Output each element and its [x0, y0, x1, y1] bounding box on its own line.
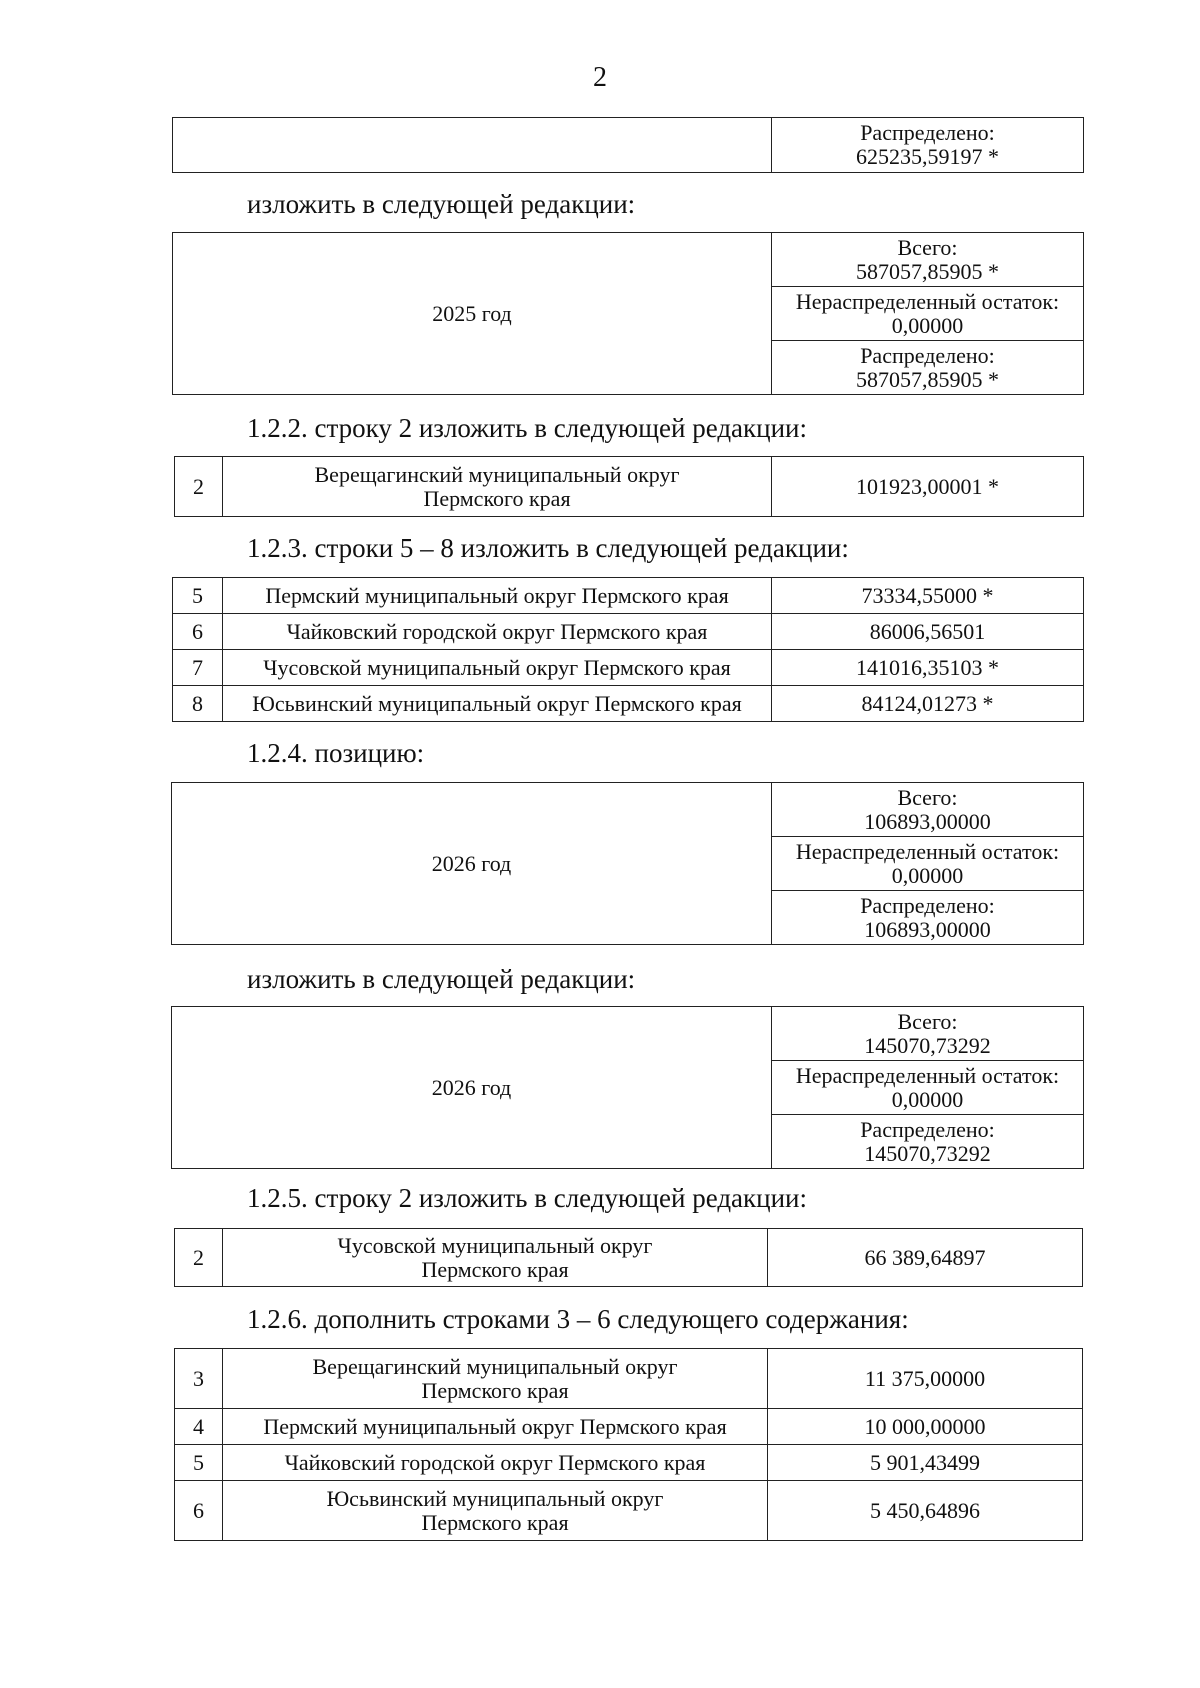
raspred-cell	[772, 118, 1084, 173]
table-1-2-2	[174, 456, 1084, 517]
paragraph-1-2-6: 1.2.6. дополнить строками 3 – 6 следующего содержания:	[247, 1304, 909, 1334]
raspred-label: Распределено:	[860, 120, 995, 145]
row-number: 6	[173, 614, 223, 650]
paragraph-1-2-3: 1.2.3. строки 5 – 8 изложить в следующей редакции:	[247, 533, 849, 563]
name-line-2: Пермского края	[421, 1377, 569, 1403]
neraspred-value: 0,00000	[891, 1086, 964, 1112]
neraspred-cell	[772, 1061, 1084, 1115]
table-1-2-3	[172, 577, 1084, 722]
municipality-name	[223, 1229, 768, 1287]
amount-cell: 73334,55000 *	[772, 578, 1084, 614]
table-row	[175, 1481, 1083, 1541]
table-row	[173, 578, 1084, 614]
row-number: 4	[175, 1409, 223, 1445]
table-row	[175, 1229, 1083, 1287]
vsego-cell	[772, 783, 1084, 837]
vsego-label: Всего:	[897, 234, 958, 260]
vsego-cell	[772, 1007, 1084, 1061]
vsego-cell	[772, 233, 1084, 287]
row-number: 5	[173, 578, 223, 614]
municipality-name: Чусовской муниципальный округ Пермского края	[223, 650, 772, 686]
name-line-1: Юсьвинский муниципальный округ	[326, 1485, 664, 1511]
raspred-label: Распределено:	[860, 342, 995, 368]
table-row	[175, 1445, 1083, 1481]
table-row	[175, 1349, 1083, 1409]
raspred-value: 625235,59197 *	[856, 144, 999, 169]
neraspred-label: Нераспределенный остаток:	[795, 838, 1060, 864]
paragraph-1-2-5: 1.2.5. строку 2 изложить в следующей редакции:	[247, 1183, 808, 1213]
vsego-value: 106893,00000	[864, 808, 991, 834]
table-row	[173, 686, 1084, 722]
raspred-cell	[772, 891, 1084, 945]
municipality-name: Чайковский городской округ Пермского края	[223, 1445, 768, 1481]
table-1-2-5	[174, 1228, 1083, 1287]
row-number: 3	[175, 1349, 223, 1409]
table-row	[175, 457, 1084, 517]
neraspred-cell	[772, 287, 1084, 341]
amount-cell: 84124,01273 *	[772, 686, 1084, 722]
neraspred-cell	[772, 837, 1084, 891]
municipality-name: Чайковский городской округ Пермского края	[223, 614, 772, 650]
amount-cell: 101923,00001 *	[772, 457, 1084, 517]
table-1-2-6	[174, 1348, 1083, 1541]
row-number: 6	[175, 1481, 223, 1541]
amount-cell: 11 375,00000	[768, 1349, 1083, 1409]
municipality-name	[223, 457, 772, 517]
paragraph-1-2-4: 1.2.4. позицию:	[247, 738, 425, 768]
amount-cell: 5 450,64896	[768, 1481, 1083, 1541]
amount-cell: 10 000,00000	[768, 1409, 1083, 1445]
municipality-name: Пермский муниципальный округ Пермского края	[223, 1409, 768, 1445]
name-line-2: Пермского края	[421, 1256, 569, 1282]
row-number: 2	[175, 1229, 223, 1287]
name-line-2: Пермского края	[423, 485, 571, 511]
table-row	[175, 1409, 1083, 1445]
paragraph-1-2-2: 1.2.2. строку 2 изложить в следующей редакции:	[247, 413, 808, 443]
top-fragment-table	[172, 117, 1084, 173]
municipality-name	[223, 1349, 768, 1409]
vsego-label: Всего:	[897, 784, 958, 810]
neraspred-value: 0,00000	[891, 312, 964, 338]
year-cell: 2026 год	[172, 1007, 772, 1169]
raspred-cell	[772, 341, 1084, 395]
year-cell: 2026 год	[172, 783, 772, 945]
raspred-value: 145070,73292	[864, 1140, 991, 1166]
neraspred-label: Нераспределенный остаток:	[795, 1062, 1060, 1088]
paragraph-edit-2: изложить в следующей редакции:	[247, 964, 636, 994]
raspred-value: 587057,85905 *	[856, 366, 999, 392]
empty-cell	[173, 118, 772, 173]
row-number: 5	[175, 1445, 223, 1481]
amount-cell: 5 901,43499	[768, 1445, 1083, 1481]
row-number: 7	[173, 650, 223, 686]
block-2026-new-table	[171, 1006, 1084, 1169]
table-row	[173, 614, 1084, 650]
raspred-label: Распределено:	[860, 892, 995, 918]
name-line-1: Чусовской муниципальный округ	[337, 1232, 653, 1258]
paragraph-edit-1: изложить в следующей редакции:	[247, 189, 636, 219]
row-number: 8	[173, 686, 223, 722]
vsego-value: 145070,73292	[864, 1032, 991, 1058]
neraspred-label: Нераспределенный остаток:	[795, 288, 1060, 314]
municipality-name: Юсьвинский муниципальный округ Пермского края	[223, 686, 772, 722]
name-line-1: Верещагинский муниципальный округ	[314, 461, 680, 487]
row-number: 2	[175, 457, 223, 517]
name-line-1: Верещагинский муниципальный округ	[312, 1353, 678, 1379]
neraspred-value: 0,00000	[891, 862, 964, 888]
raspred-cell	[772, 1115, 1084, 1169]
block-2026-old-table	[171, 782, 1084, 945]
block-2025-table	[172, 232, 1084, 395]
vsego-label: Всего:	[897, 1008, 958, 1034]
amount-cell: 66 389,64897	[768, 1229, 1083, 1287]
year-cell: 2025 год	[173, 233, 772, 395]
vsego-value: 587057,85905 *	[856, 258, 999, 284]
municipality-name	[223, 1481, 768, 1541]
municipality-name: Пермский муниципальный округ Пермского края	[223, 578, 772, 614]
page-number: 2	[593, 62, 607, 93]
raspred-label: Распределено:	[860, 1116, 995, 1142]
amount-cell: 141016,35103 *	[772, 650, 1084, 686]
table-row	[173, 650, 1084, 686]
name-line-2: Пермского края	[421, 1509, 569, 1535]
raspred-value: 106893,00000	[864, 916, 991, 942]
amount-cell: 86006,56501	[772, 614, 1084, 650]
